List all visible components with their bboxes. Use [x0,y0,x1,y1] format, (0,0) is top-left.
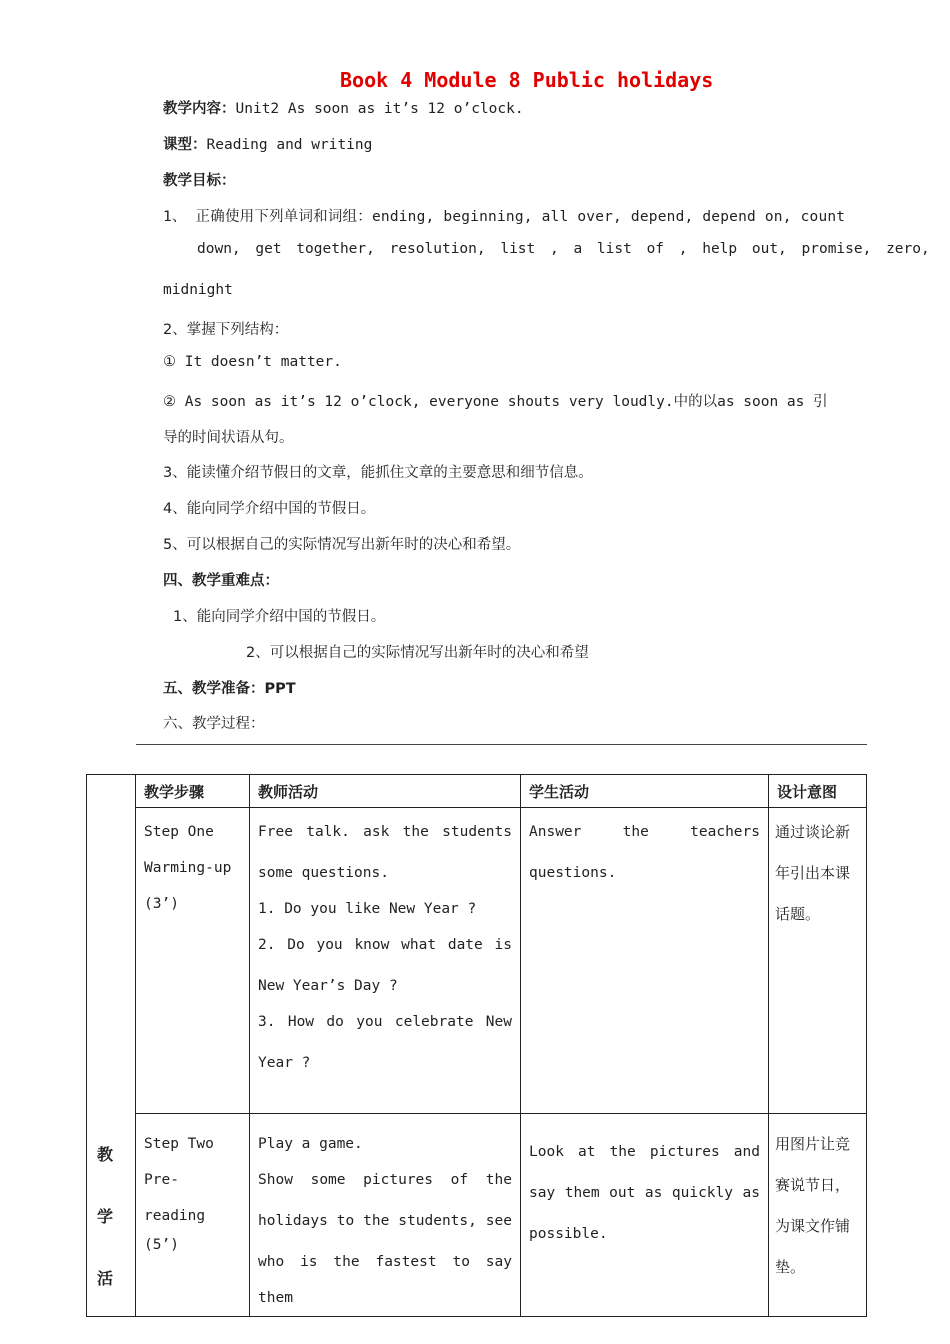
teacher-text: who is the fastest to say them [258,1254,512,1306]
step-text: (5’) [144,1237,179,1253]
teacher-cell [250,808,521,1114]
process-table [86,774,867,1317]
type-value: Reading and writing [206,137,373,153]
step-text: Step Two [144,1136,214,1152]
type-label: 课型： [163,137,207,153]
table-row [87,808,867,1114]
goal-5: 5、可以根据自己的实际情况写出新年时的决心和希望。 [163,537,521,553]
student-text: questions. [529,865,617,881]
process-heading: 六、教学过程： [163,716,265,732]
teacher-text: Year ? [258,1055,311,1071]
key-points-heading: 四、教学重难点： [163,573,279,589]
document-title: Book 4 Module 8 Public holidays [340,68,714,92]
header-student: 学生活动 [529,783,590,801]
goals-heading: 教学目标： [163,173,236,189]
teacher-text: Show some pictures of the [258,1172,512,1188]
step-text: Pre- [144,1172,179,1188]
step-cell [136,808,250,1114]
side-label-char: 学 [97,1207,114,1226]
teacher-text: some questions. [258,865,389,881]
intent-cell [769,1114,867,1317]
table-header-cell [250,775,521,808]
structure-1: ① It doesn’t matter. [163,354,342,370]
intent-text: 用图片让竞 [775,1135,851,1153]
side-label-cell [87,775,136,1317]
intent-cell [769,808,867,1114]
teacher-cell [250,1114,521,1317]
goal-1-line-2: down, get together, resolution, list , a list of , help out, promise, zero, [197,241,930,257]
intent-text: 为课文作铺 [775,1217,851,1235]
table-row [87,1114,867,1317]
teacher-text: New Year’s Day ? [258,978,398,994]
teacher-text: Free talk. ask the students [258,824,512,840]
student-text: possible. [529,1226,608,1242]
student-cell [521,808,769,1114]
intent-text: 垫。 [775,1258,806,1276]
key-point-2: 2、可以根据自己的实际情况写出新年时的决心和希望 [246,645,589,661]
goal-1-line-3: midnight [163,282,233,298]
step-text: reading [144,1208,206,1224]
content-value: Unit2 As soon as it’s 12 o’clock. [235,101,524,117]
goal-4: 4、能向同学介绍中国的节假日。 [163,501,376,517]
student-text: say them out as quickly as [529,1185,760,1201]
teacher-text: Play a game. [258,1136,363,1152]
goal-1-line-1: 1、 正确使用下列单词和词组：ending, beginning, all over, depend, depend on, count [163,209,846,225]
content-line [163,97,524,118]
structure-2-line-2: 导的时间状语从句。 [163,430,294,446]
header-teacher: 教师活动 [258,783,319,801]
header-intent: 设计意图 [777,783,838,801]
step-cell [136,1114,250,1317]
side-label-char: 教 [97,1145,114,1164]
step-text: (3’) [144,896,179,912]
table-header-cell [136,775,250,808]
content-label: 教学内容： [163,101,236,117]
teacher-text: 3. How do you celebrate New [258,1014,512,1030]
teacher-text: 2. Do you know what date is [258,937,512,953]
preparation: 五、教学准备：PPT [163,681,296,697]
goal-3: 3、能读懂介绍节假日的文章，能抓住文章的主要意思和细节信息。 [163,465,593,481]
structure-2-line-1: ② As soon as it’s 12 o’clock, everyone shouts very loudly.中的以as soon as 引 [163,394,828,410]
intent-text: 年引出本课 [775,864,851,882]
intent-text: 通过谈论新 [775,823,851,841]
step-text: Warming-up [144,860,232,876]
key-point-1: 1、能向同学介绍中国的节假日。 [173,609,386,625]
teacher-text: 1. Do you like New Year ? [258,901,477,917]
student-text: Look at the pictures and [529,1144,760,1160]
header-step: 教学步骤 [144,783,205,801]
table-header-cell [769,775,867,808]
table-header-cell [521,775,769,808]
teacher-text: holidays to the students, see [258,1213,512,1229]
student-text: Answer the teachers [529,824,760,840]
type-line [163,133,372,154]
divider-line [136,744,867,745]
step-text: Step One [144,824,214,840]
intent-text: 话题。 [775,905,821,923]
goal-2: 2、掌握下列结构： [163,322,289,338]
table-header-row [87,775,867,808]
side-label-char: 活 [97,1269,114,1288]
intent-text: 赛说节日， [775,1176,851,1194]
student-cell [521,1114,769,1317]
